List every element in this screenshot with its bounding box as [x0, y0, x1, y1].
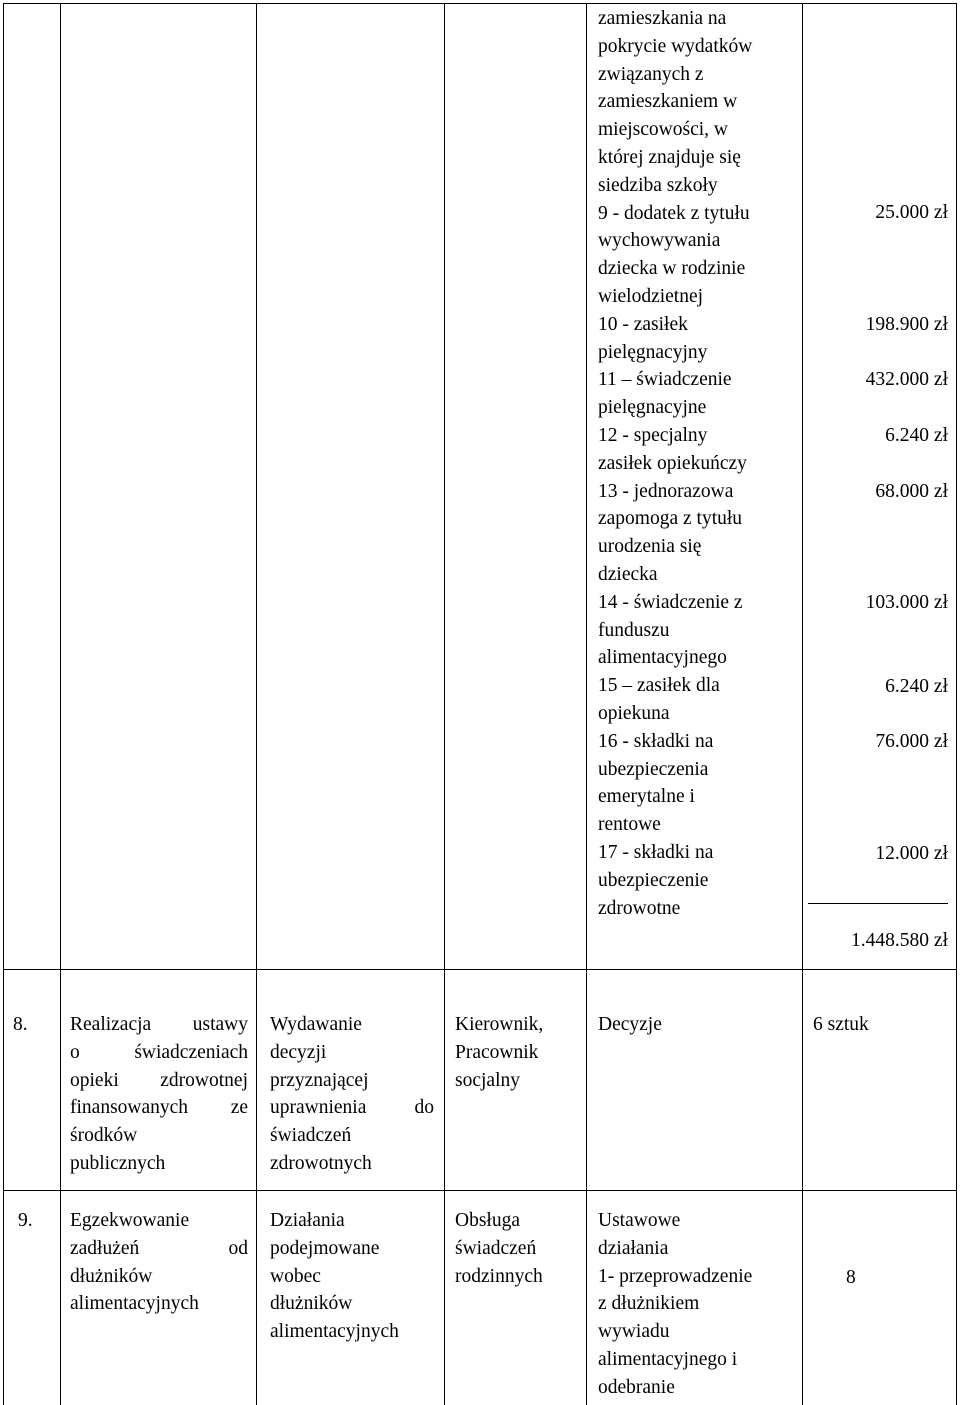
row8-number: 8.	[13, 1014, 28, 1035]
row7-description-line: opiekuna	[598, 702, 670, 724]
row7-description-line: pielęgnacyjne	[598, 397, 707, 419]
row8-task-line: publicznych	[70, 1152, 166, 1174]
row9-measure-line: odebranie	[598, 1376, 675, 1398]
column-divider-2	[256, 3, 257, 1405]
row7-description-line: 12 - specjalny	[598, 424, 708, 446]
row7-description-line: zamieszkania na	[598, 8, 727, 29]
row7-description-line: 10 - zasiłek	[598, 313, 688, 335]
row8-responsible-line: Kierownik,	[455, 1014, 544, 1035]
row9-responsible	[455, 1207, 583, 1290]
column-divider-4	[586, 3, 587, 1405]
row9-responsible-line: rodzinnych	[455, 1265, 543, 1287]
row8-task-line: finansowanych ze	[70, 1097, 248, 1119]
row7-description-line: 11 – świadczenie	[598, 369, 732, 391]
table-border-left	[3, 3, 4, 1405]
row-divider-8-9	[3, 1190, 957, 1191]
row9-value: 8	[846, 1267, 856, 1288]
row9-action-line: alimentacyjnych	[270, 1321, 399, 1343]
row7-description-line: zdrowotne	[598, 897, 681, 919]
row7-description-line: wychowywania	[598, 230, 721, 252]
row9-measure-line: z dłużnikiem	[598, 1293, 700, 1315]
row7-description-line: pokrycie wydatków	[598, 35, 753, 57]
row8-action-line: zdrowotnych	[270, 1152, 372, 1174]
total-amount: 1.448.580 zł	[851, 930, 948, 951]
row7-description-line: urodzenia się	[598, 536, 702, 558]
amount-value: 12.000 zł	[875, 843, 948, 864]
row9-measure	[598, 1207, 798, 1402]
row9-measure-line: alimentacyjnego i	[598, 1348, 738, 1370]
row8-measure: Decyzje	[598, 1014, 662, 1035]
amount-value: 198.900 zł	[865, 314, 948, 335]
row7-description-line: 15 – zasiłek dla	[598, 675, 720, 697]
row9-action-line: wobec	[270, 1265, 321, 1287]
row7-description-line: 9 - dodatek z tytułu	[598, 202, 750, 224]
row7-description-line: funduszu	[598, 619, 670, 641]
row7-description-line: 14 - świadczenie z	[598, 591, 743, 613]
row8-action-line: decyzji	[270, 1041, 327, 1063]
row7-amounts	[805, 0, 948, 969]
amount-value: 432.000 zł	[865, 369, 948, 390]
row9-task-line: dłużników	[70, 1265, 153, 1287]
row7-description-line: miejscowości, w	[598, 119, 728, 141]
row8-task-line: środków	[70, 1125, 138, 1147]
row9-action-line: dłużników	[270, 1293, 353, 1315]
row7-description-line: pielęgnacyjny	[598, 341, 708, 363]
row7-description-line: której znajduje się	[598, 146, 741, 168]
amount-value: 68.000 zł	[875, 481, 948, 502]
row8-responsible	[455, 1011, 580, 1094]
row8-action-line: świadczeń	[270, 1125, 352, 1147]
row9-action	[270, 1207, 440, 1346]
column-divider-3	[444, 3, 445, 1405]
row7-description	[598, 5, 798, 922]
row9-responsible-line: Obsługa	[455, 1210, 520, 1231]
amount-value: 103.000 zł	[865, 592, 948, 613]
amount-value: 76.000 zł	[875, 731, 948, 752]
row9-measure-line: działania	[598, 1237, 669, 1259]
row7-description-line: alimentacyjnego	[598, 647, 727, 669]
row9-number: 9.	[18, 1210, 33, 1231]
row8-value: 6 sztuk	[813, 1014, 869, 1035]
row8-responsible-line: socjalny	[455, 1069, 520, 1091]
row8-task-line: o świadczeniach	[70, 1041, 248, 1063]
row-divider-7-8	[3, 969, 957, 970]
row7-description-line: ubezpieczenia	[598, 758, 709, 780]
row7-description-line: 16 - składki na	[598, 730, 714, 752]
row9-measure-line: 1- przeprowadzenie	[598, 1265, 753, 1287]
row7-description-line: dziecka	[598, 563, 658, 585]
row9-task-line: zadłużeń od	[70, 1237, 248, 1259]
row8-task-line: opieki zdrowotnej	[70, 1069, 248, 1091]
sum-underline	[808, 903, 948, 904]
row7-description-line: wielodzietnej	[598, 285, 704, 307]
column-divider-5	[802, 3, 803, 1405]
row9-action-line: podejmowane	[270, 1237, 380, 1259]
row7-description-line: 13 - jednorazowa	[598, 480, 734, 502]
row9-responsible-line: świadczeń	[455, 1237, 537, 1259]
row8-action-line: przyznającej	[270, 1069, 369, 1091]
row8-task	[70, 1011, 248, 1178]
row7-description-line: dziecka w rodzinie	[598, 258, 746, 280]
row9-task-line: alimentacyjnych	[70, 1293, 199, 1315]
row7-description-line: zamieszkaniem w	[598, 91, 738, 113]
amount-value: 6.240 zł	[885, 676, 948, 697]
row7-description-line: ubezpieczenie	[598, 869, 709, 891]
column-divider-1	[60, 3, 61, 1405]
row8-action-line: uprawnienia do	[270, 1097, 434, 1119]
row8-action	[270, 1011, 434, 1178]
row7-description-line: rentowe	[598, 814, 661, 836]
row8-task-line: Realizacja ustawy	[70, 1014, 248, 1035]
row9-measure-line: Ustawowe	[598, 1210, 681, 1231]
row7-description-line: siedziba szkoły	[598, 174, 718, 196]
row7-description-line: zasiłek opiekuńczy	[598, 452, 747, 474]
amount-value: 25.000 zł	[875, 202, 948, 223]
row9-action-line: Działania	[270, 1210, 345, 1231]
row9-measure-line: wywiadu	[598, 1321, 670, 1343]
row9-task	[70, 1207, 248, 1318]
row7-description-line: emerytalne i	[598, 786, 695, 808]
row8-action-line: Wydawanie	[270, 1014, 362, 1035]
amount-value: 6.240 zł	[885, 425, 948, 446]
table-border-right	[956, 3, 957, 1405]
row7-description-line: związanych z	[598, 63, 704, 85]
row9-task-line: Egzekwowanie	[70, 1210, 190, 1231]
row8-responsible-line: Pracownik	[455, 1041, 539, 1063]
row7-description-line: zapomoga z tytułu	[598, 508, 743, 530]
row7-description-line: 17 - składki na	[598, 841, 714, 863]
